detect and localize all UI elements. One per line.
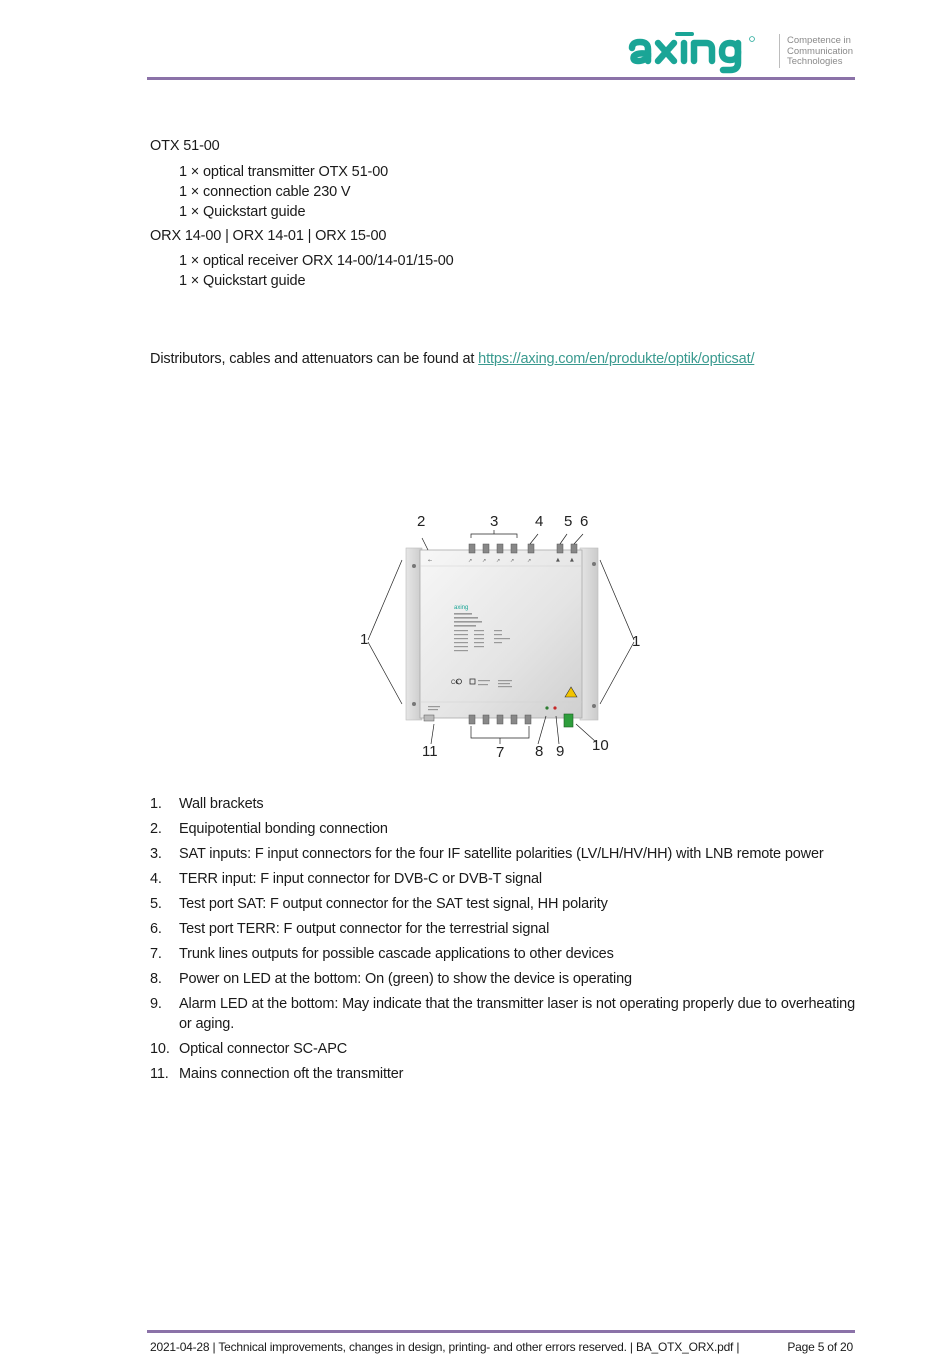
list-item bbox=[150, 1039, 859, 1059]
callout-10: 10 bbox=[592, 737, 609, 754]
package-item: 1 × Quickstart guide bbox=[179, 204, 306, 220]
tagline bbox=[787, 36, 853, 68]
sat-test-port bbox=[557, 544, 563, 553]
callout-4: 4 bbox=[535, 513, 544, 530]
list-number: 10. bbox=[150, 1041, 170, 1057]
opticsat-link[interactable]: https://axing.com/en/produkte/optik/opticsat/ bbox=[478, 351, 755, 367]
list-item bbox=[150, 844, 859, 864]
list-text: Optical connector SC-APC bbox=[179, 1041, 348, 1057]
svg-text:↗: ↗ bbox=[510, 558, 515, 564]
device-figure bbox=[358, 508, 648, 770]
callout-5: 5 bbox=[564, 513, 573, 530]
component-list bbox=[150, 794, 859, 1089]
callout-2: 2 bbox=[417, 513, 426, 530]
list-text: Alarm LED at the bottom: May indicate that the transmitter laser is not operating properly due to overheating or aging. bbox=[179, 996, 855, 1032]
list-text: Equipotential bonding connection bbox=[179, 821, 388, 837]
callout-8: 8 bbox=[535, 743, 544, 760]
list-item bbox=[150, 944, 859, 964]
callout-11: 11 bbox=[422, 743, 438, 760]
device-brand-mark: axing bbox=[454, 605, 469, 611]
list-number: 8. bbox=[150, 971, 162, 987]
list-item bbox=[150, 869, 859, 889]
optical-connector bbox=[564, 714, 573, 727]
distributors-paragraph bbox=[150, 349, 754, 369]
terr-test-port bbox=[571, 544, 577, 553]
callout-6: 6 bbox=[580, 513, 589, 530]
list-number: 2. bbox=[150, 821, 162, 837]
svg-text:▲: ▲ bbox=[570, 557, 574, 563]
list-text: SAT inputs: F input connectors for the four IF satellite polarities (LV/LH/HV/HH) with LNB remote power bbox=[179, 846, 824, 862]
trunk-output-connector bbox=[525, 715, 531, 724]
list-number: 5. bbox=[150, 896, 162, 912]
list-number: 7. bbox=[150, 946, 162, 962]
sat-input-connector bbox=[483, 544, 489, 553]
list-number: 1. bbox=[150, 796, 162, 812]
list-text: Test port SAT: F output connector for the SAT test signal, HH polarity bbox=[179, 896, 608, 912]
svg-text:↗: ↗ bbox=[496, 558, 501, 564]
svg-text:C€: C€ bbox=[451, 680, 459, 686]
list-item bbox=[150, 819, 859, 839]
list-text: Mains connection oft the transmitter bbox=[179, 1066, 404, 1082]
page-number: Page 5 of 20 bbox=[787, 1340, 853, 1354]
header-rule bbox=[147, 77, 855, 80]
list-text: TERR input: F input connector for DVB-C or DVB-T signal bbox=[179, 871, 542, 887]
callout-1-right: 1 bbox=[632, 633, 641, 650]
tagline-line: Competence in bbox=[787, 35, 851, 46]
footer-text: 2021-04-28 | Technical improvements, changes in design, printing- and other errors reserved. | BA_OTX_ORX.pdf | bbox=[150, 1340, 740, 1354]
callout-7: 7 bbox=[496, 744, 505, 761]
device-illustration bbox=[358, 508, 648, 770]
package-item: 1 × optical transmitter OTX 51-00 bbox=[179, 164, 389, 180]
list-text: Power on LED at the bottom: On (green) to show the device is operating bbox=[179, 971, 632, 987]
trunk-output-connector bbox=[483, 715, 489, 724]
power-led bbox=[545, 706, 548, 709]
sat-input-connector bbox=[497, 544, 503, 553]
trunk-output-connector bbox=[497, 715, 503, 724]
footer-rule bbox=[147, 1330, 855, 1333]
package-item: 1 × Quickstart guide bbox=[179, 273, 306, 289]
sat-input-connector bbox=[511, 544, 517, 553]
trunk-output-connector bbox=[511, 715, 517, 724]
package-title: ORX 14-00 | ORX 14-01 | ORX 15-00 bbox=[150, 228, 387, 244]
logo-divider bbox=[779, 34, 780, 68]
list-item bbox=[150, 994, 859, 1034]
list-item bbox=[150, 919, 859, 939]
callout-1-left: 1 bbox=[360, 631, 369, 648]
axing-logo bbox=[626, 30, 786, 74]
tagline-line: Technologies bbox=[787, 56, 843, 67]
list-number: 6. bbox=[150, 921, 162, 937]
list-number: 9. bbox=[150, 996, 162, 1012]
trunk-output-connector bbox=[469, 715, 475, 724]
svg-text:▲: ▲ bbox=[556, 557, 560, 563]
mains-connection bbox=[424, 715, 434, 721]
list-text: Trunk lines outputs for possible cascade applications to other devices bbox=[179, 946, 614, 962]
svg-text:↗: ↗ bbox=[482, 558, 487, 564]
list-number: 11. bbox=[150, 1066, 169, 1082]
package-title: OTX 51-00 bbox=[150, 138, 220, 154]
tagline-line: Communication bbox=[787, 45, 853, 57]
list-item bbox=[150, 969, 859, 989]
list-text: Test port TERR: F output connector for the terrestrial signal bbox=[179, 921, 550, 937]
sat-input-connector bbox=[469, 544, 475, 553]
distributors-text: Distributors, cables and attenuators can be found at bbox=[150, 351, 479, 367]
callout-9: 9 bbox=[556, 743, 565, 760]
svg-text:↗: ↗ bbox=[468, 558, 473, 564]
terr-input-connector bbox=[528, 544, 534, 553]
package-item: 1 × connection cable 230 V bbox=[179, 184, 351, 200]
list-number: 3. bbox=[150, 846, 162, 862]
list-number: 4. bbox=[150, 871, 162, 887]
callout-3: 3 bbox=[490, 513, 499, 530]
svg-text:←: ← bbox=[428, 558, 433, 564]
right-wall-bracket bbox=[580, 548, 598, 720]
list-item bbox=[150, 794, 859, 814]
package-item: 1 × optical receiver ORX 14-00/14-01/15-00 bbox=[179, 253, 454, 269]
list-item bbox=[150, 894, 859, 914]
svg-text:↗: ↗ bbox=[527, 558, 532, 564]
alarm-led bbox=[553, 706, 556, 709]
list-item bbox=[150, 1064, 859, 1084]
list-text: Wall brackets bbox=[179, 796, 264, 812]
